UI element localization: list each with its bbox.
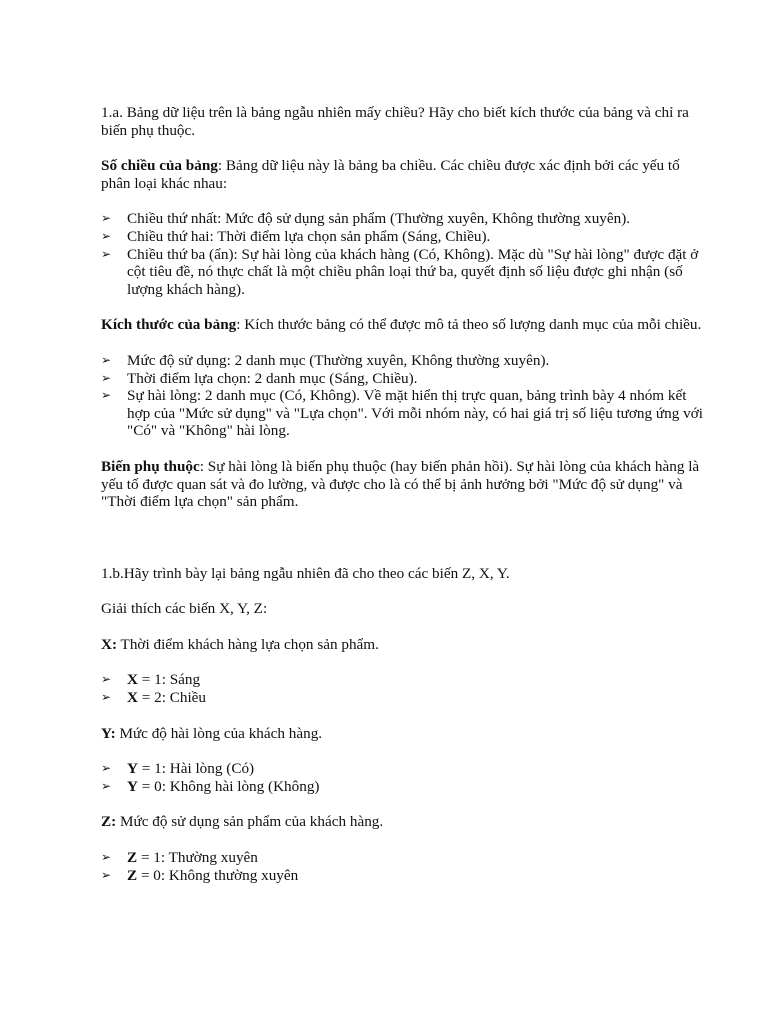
variables-intro: Giải thích các biến X, Y, Z: [101, 600, 268, 618]
dims-list [101, 210, 713, 298]
variable-x-heading: X: Thời điểm khách hàng lựa chọn sản phẩm. [101, 635, 379, 653]
dims-paragraph [101, 157, 713, 192]
dependent-label: Biến phụ thuộc [101, 457, 200, 475]
list-item: ➢ Thời điểm lựa chọn: 2 danh mục (Sáng, Chiều). [101, 369, 418, 387]
list-item: ➢ Z = 1: Thường xuyên [101, 849, 258, 867]
variable-y-heading: Y: Mức độ hài lòng của khách hàng. [101, 724, 323, 742]
list-item: ➢ Sự hài lòng: 2 danh mục (Có, Không). Về mặt hiển thị trực quan, bảng trình bày 4 nhóm kết hợp của "Mức sử dụng" và "Lựa chọn". Với mỗi nhóm này, có hai giá trị số liệu tương ứng với "Có" và "Không" hài lòng. [101, 387, 703, 440]
question-1a: 1.a. Bảng dữ liệu trên là bảng ngẫu nhiên mấy chiều? Hãy cho biết kích thước của bảng và chỉ ra biến phụ thuộc. [101, 104, 689, 139]
arrowhead-bullet-icon: ➢ [101, 228, 112, 243]
arrowhead-bullet-icon: ➢ [101, 211, 112, 226]
size-list [101, 352, 713, 440]
arrowhead-bullet-icon: ➢ [101, 867, 112, 882]
list-item: ➢ X = 1: Sáng [101, 671, 201, 689]
list-item: ➢ Z = 0: Không thường xuyên [101, 866, 299, 884]
arrowhead-bullet-icon: ➢ [101, 370, 112, 385]
arrowhead-bullet-icon: ➢ [101, 850, 112, 865]
dependent-text: : Sự hài lòng là biến phụ thuộc (hay biến phản hồi). Sự hài lòng của khách hàng là yếu tố được quan sát và đo lường, và được cho là có thể bị ảnh hưởng bởi "Mức độ sử dụng" và "Thời điểm lựa chọn" sản phẩm. [101, 457, 700, 511]
size-paragraph [101, 316, 713, 334]
arrowhead-bullet-icon: ➢ [101, 761, 112, 776]
arrowhead-bullet-icon: ➢ [101, 778, 112, 793]
arrowhead-bullet-icon: ➢ [101, 352, 112, 367]
variable-z-list [101, 849, 713, 884]
list-item: ➢ Chiều thứ nhất: Mức độ sử dụng sản phẩm (Thường xuyên, Không thường xuyên). [101, 210, 631, 228]
dims-label: Số chiều của bảng [101, 157, 218, 175]
arrowhead-bullet-icon: ➢ [101, 388, 112, 403]
list-item: ➢ Chiều thứ ba (ẩn): Sự hài lòng của khách hàng (Có, Không). Mặc dù "Sự hài lòng" được đặt ở cột tiêu đề, nó thực chất là một chiều phân loại thứ ba, quyết định số liệu được ghi nhận (số lượng khách hàng). [101, 245, 699, 298]
variable-x-list [101, 671, 713, 706]
list-item: ➢ Y = 0: Không hài lòng (Không) [101, 777, 320, 795]
arrowhead-bullet-icon: ➢ [101, 672, 112, 687]
size-label: Kích thước của bảng [101, 316, 237, 334]
arrowhead-bullet-icon: ➢ [101, 690, 112, 705]
size-text: : Kích thước bảng có thể được mô tả theo số lượng danh mục của mỗi chiều. [236, 316, 702, 334]
variable-y-list [101, 760, 713, 795]
list-item: ➢ Y = 1: Hài lòng (Có) [101, 760, 255, 778]
list-item: ➢ Chiều thứ hai: Thời điểm lựa chọn sản phẩm (Sáng, Chiều). [101, 227, 491, 245]
arrowhead-bullet-icon: ➢ [101, 246, 112, 261]
list-item: ➢ X = 2: Chiều [101, 689, 207, 707]
question-1b: 1.b.Hãy trình bày lại bảng ngẫu nhiên đã cho theo các biến Z, X, Y. [101, 564, 510, 582]
list-item: ➢ Mức độ sử dụng: 2 danh mục (Thường xuyên, Không thường xuyên). [101, 351, 550, 369]
variable-z-heading: Z: Mức độ sử dụng sản phẩm của khách hàng. [101, 813, 384, 831]
document-page [101, 104, 713, 902]
dims-text: : Bảng dữ liệu này là bảng ba chiều. Các chiều được xác định bởi các yếu tố phân loại khác nhau: [101, 157, 680, 192]
dependent-paragraph [101, 458, 713, 511]
